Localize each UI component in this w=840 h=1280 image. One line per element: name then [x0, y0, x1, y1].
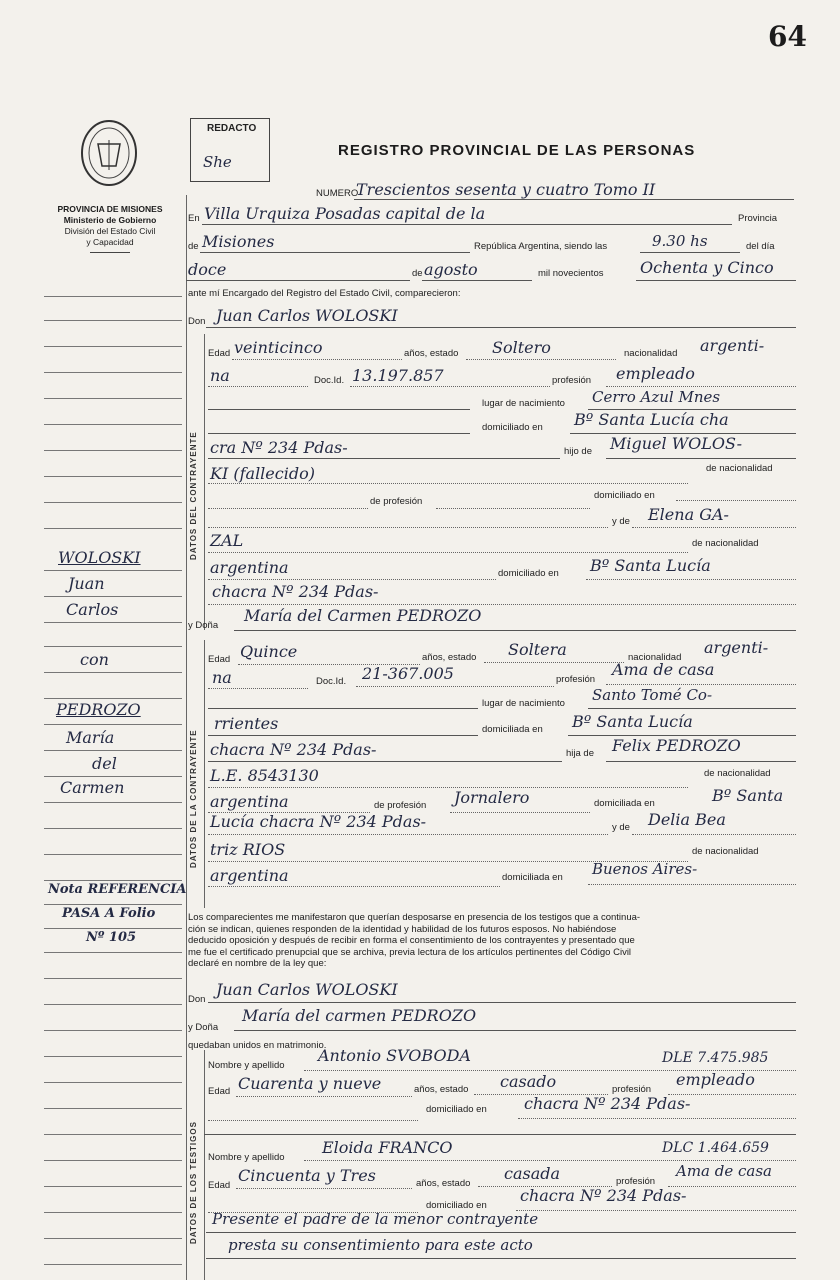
label-anos-estado-w1: años, estado: [414, 1084, 469, 1095]
field-w1-name: Antonio SVOBODA: [318, 1046, 471, 1065]
label-domiciliado-w1: domiciliado en: [426, 1104, 487, 1115]
field-groom-nac-a: argenti-: [700, 336, 765, 355]
side-bride-surname: PEDROZO: [56, 700, 141, 719]
label-ante-mi: ante mí Encargado del Registro del Estado Civil, comparecieron:: [188, 288, 461, 299]
field-decl-bride: María del carmen PEDROZO: [242, 1006, 477, 1025]
label-domiciliado-en: domiciliado en: [482, 422, 543, 433]
field-bride-dom-a: Bº Santa Lucía: [572, 712, 693, 731]
redacto-box: [190, 118, 270, 182]
field-bride-nacimiento-a: Santo Tomé Co-: [592, 686, 713, 704]
field-anio: Ochenta y Cinco: [640, 258, 774, 277]
label-don-2: Don: [188, 994, 206, 1005]
declaration-line-4: me fue el certificado prenupcial que se archiva, previa lectura de los artículos pertinentes del Código Civil: [188, 946, 632, 958]
label-de-profesion-b: de profesión: [374, 800, 427, 811]
org-line-3: División del Estado Civil: [64, 226, 156, 236]
label-profesion-w2: profesión: [616, 1176, 656, 1187]
page-number: 64: [768, 20, 807, 53]
label-doc-b: Doc.Id.: [316, 676, 347, 687]
label-y-de: y de: [612, 516, 630, 527]
declaration-text: [188, 912, 640, 970]
label-lugar-nacimiento-b: lugar de nacimiento: [482, 698, 565, 709]
label-provincia: Provincia: [738, 213, 778, 224]
side-bride-name-1: María: [66, 728, 115, 747]
side-nota-3: Nº 105: [86, 930, 137, 945]
field-groom-padre-a: Miguel WOLOS-: [610, 434, 742, 453]
side-con: con: [80, 650, 109, 669]
field-groom-edad: veinticinco: [234, 338, 323, 357]
label-profesion-b: profesión: [556, 674, 596, 685]
field-groom-dom-b: cra Nº 234 Pdas-: [210, 438, 348, 457]
declaration-line-2: ción se indican, quienes responden de la identidad y habilidad de los futuros esposos. No habiéndose: [188, 923, 617, 935]
field-w2-name: Eloida FRANCO: [322, 1138, 453, 1157]
field-hora: 9.30 hs: [652, 232, 708, 250]
field-w1-edad: Cuarenta y nueve: [238, 1074, 382, 1093]
label-y-dona: y Doña: [188, 620, 219, 631]
field-dia: doce: [188, 260, 227, 279]
field-bride-name: María del Carmen PEDROZO: [244, 606, 482, 625]
label-profesion-w1: profesión: [612, 1084, 652, 1095]
label-domiciliada-en-3: domiciliada en: [502, 872, 563, 883]
label-en: En: [188, 213, 200, 224]
field-bride-nac-b: na: [212, 668, 232, 687]
label-de: de: [188, 241, 199, 252]
section-witness-label: DATOS DE LOS TESTIGOS: [189, 1121, 198, 1244]
label-lugar-nacimiento: lugar de nacimiento: [482, 398, 565, 409]
label-profesion: profesión: [552, 375, 592, 386]
label-de-nacionalidad-2: de nacionalidad: [692, 538, 759, 549]
field-w2-dom: chacra Nº 234 Pdas-: [520, 1186, 687, 1205]
label-de-nacionalidad-b: de nacionalidad: [704, 768, 771, 779]
field-bride-nacimiento-b: rrientes: [214, 714, 279, 733]
label-y-de-b: y de: [612, 822, 630, 833]
field-bride-doc: 21-367.005: [362, 664, 454, 683]
side-groom-surname: WOLOSKI: [58, 548, 141, 567]
field-groom-dom-a: Bº Santa Lucía cha: [574, 410, 729, 429]
label-nacionalidad: nacionalidad: [624, 348, 678, 359]
label-doc: Doc.Id.: [314, 375, 345, 386]
field-bride-padre-dom-b: Lucía chacra Nº 234 Pdas-: [210, 812, 427, 831]
org-block: [40, 204, 180, 253]
side-nota-1: Nota REFERENCIA: [48, 882, 187, 897]
field-decl-groom: Juan Carlos WOLOSKI: [216, 980, 398, 999]
label-nacionalidad-b: nacionalidad: [628, 652, 682, 663]
field-groom-prof: empleado: [616, 364, 695, 383]
label-domiciliado-en-3: domiciliado en: [498, 568, 559, 579]
field-bride-padre-prof: Jornalero: [454, 788, 530, 807]
label-de-nacionalidad: de nacionalidad: [706, 463, 773, 474]
label-anos-estado: años, estado: [404, 348, 459, 359]
field-bride-madre-a: Delia Bea: [648, 810, 726, 829]
label-republica: República Argentina, siendo las: [474, 241, 608, 252]
declaration-line-1: Los comparecientes me manifestaron que querían desposarse en presencia de los testigos que a continua-: [188, 912, 641, 923]
field-bride-nac-a: argenti-: [704, 638, 769, 657]
label-hija-de: hija de: [566, 748, 594, 759]
redacto-label: REDACTO: [207, 123, 257, 134]
label-domiciliada-en: domiciliada en: [482, 724, 543, 735]
label-domiciliado-w2: domiciliado en: [426, 1200, 487, 1211]
org-line-4: y Capacidad: [86, 237, 134, 247]
org-line-2: Ministerio de Gobierno: [63, 215, 157, 225]
label-nombre-2: Nombre y apellido: [208, 1152, 285, 1163]
field-bride-prof: Ama de casa: [612, 660, 715, 679]
side-groom-name-1: Juan: [68, 574, 105, 593]
section-bride-label: DATOS DE LA CONTRAYENTE: [189, 729, 198, 868]
label-quedaban: quedaban unidos en matrimonio.: [188, 1040, 327, 1051]
label-de-mes: de: [412, 268, 423, 279]
redacto-value: She: [203, 153, 232, 171]
province-seal-icon: [78, 118, 140, 188]
field-note-a: Presente el padre de la menor contrayente: [212, 1210, 539, 1228]
label-edad-w1: Edad: [208, 1086, 231, 1097]
label-y-dona-2: y Doña: [188, 1022, 219, 1033]
label-edad-w2: Edad: [208, 1180, 231, 1191]
label-anos-estado-w2: años, estado: [416, 1178, 471, 1189]
page-title: REGISTRO PROVINCIAL DE LAS PERSONAS: [338, 142, 696, 159]
field-bride-madre-nac: argentina: [210, 866, 289, 885]
field-groom-padre-b: KI (fallecido): [210, 464, 315, 483]
field-w1-prof: empleado: [676, 1070, 755, 1089]
label-domiciliada-en-2: domiciliada en: [594, 798, 655, 809]
field-bride-edad: Quince: [240, 642, 298, 661]
field-groom-madre-dom-b: chacra Nº 234 Pdas-: [212, 582, 379, 601]
field-w1-doc: DLE 7.475.985: [662, 1050, 769, 1066]
field-groom-madre-b: ZAL: [210, 531, 244, 550]
side-groom-name-2: Carlos: [66, 600, 119, 619]
side-bride-name-3: Carmen: [60, 778, 125, 797]
field-lugar: Villa Urquiza Posadas capital de la: [204, 204, 486, 223]
label-del-dia: del día: [746, 241, 775, 252]
side-nota-2: PASA A Folio: [62, 906, 156, 921]
field-groom-madre-nac: argentina: [210, 558, 289, 577]
section-groom-label: DATOS DEL CONTRAYENTE: [189, 431, 198, 560]
declaration-line-5: declaré en nombre de la ley que:: [188, 958, 327, 970]
field-bride-dom-b: chacra Nº 234 Pdas-: [210, 740, 377, 759]
field-groom-nacimiento: Cerro Azul Mnes: [592, 388, 721, 406]
field-bride-padre-dom-a: Bº Santa: [712, 786, 784, 805]
label-hijo-de: hijo de: [564, 446, 592, 457]
field-w1-estado: casado: [500, 1072, 557, 1091]
field-groom-name: Juan Carlos WOLOSKI: [216, 306, 398, 325]
field-bride-estado: Soltera: [508, 640, 567, 659]
field-bride-padre-doc: L.E. 8543130: [210, 766, 319, 785]
field-groom-estado: Soltero: [492, 338, 551, 357]
label-de-nacionalidad-b2: de nacionalidad: [692, 846, 759, 857]
field-numero: Trescientos sesenta y cuatro Tomo II: [356, 180, 656, 199]
field-w2-edad: Cincuenta y Tres: [238, 1166, 376, 1185]
field-w2-prof: Ama de casa: [676, 1162, 772, 1180]
side-bride-name-2: del: [92, 754, 117, 773]
label-numero: NUMERO: [316, 188, 359, 199]
label-edad: Edad: [208, 348, 231, 359]
field-groom-doc: 13.197.857: [352, 366, 444, 385]
label-don: Don: [188, 316, 206, 327]
field-w2-doc: DLC 1.464.659: [662, 1140, 769, 1156]
field-bride-padre: Felix PEDROZO: [612, 736, 741, 755]
field-bride-madre-b: triz RIOS: [210, 840, 286, 859]
field-groom-nac-b: na: [210, 366, 230, 385]
field-provincia: Misiones: [202, 232, 275, 251]
label-anos-estado-b: años, estado: [422, 652, 477, 663]
label-mil: mil novecientos: [538, 268, 604, 279]
field-mes: agosto: [424, 260, 478, 279]
field-w2-estado: casada: [504, 1164, 561, 1183]
label-domiciliado-en-2: domiciliado en: [594, 490, 655, 501]
field-groom-madre-dom-a: Bº Santa Lucía: [590, 556, 711, 575]
org-line-1: PROVINCIA DE MISIONES: [57, 204, 163, 214]
field-bride-madre-dom: Buenos Aires-: [592, 860, 698, 878]
field-w1-dom: chacra Nº 234 Pdas-: [524, 1094, 691, 1113]
field-note-b: presta su consentimiento para este acto: [228, 1236, 533, 1254]
label-edad-b: Edad: [208, 654, 231, 665]
label-nombre-1: Nombre y apellido: [208, 1060, 285, 1071]
field-bride-padre-nac: argentina: [210, 792, 289, 811]
label-de-profesion: de profesión: [370, 496, 423, 507]
field-groom-madre-a: Elena GA-: [648, 505, 729, 524]
declaration-line-3: deducido oposición y después de recibir en forma el consentimiento de los contrayentes y presentado que: [188, 935, 635, 947]
